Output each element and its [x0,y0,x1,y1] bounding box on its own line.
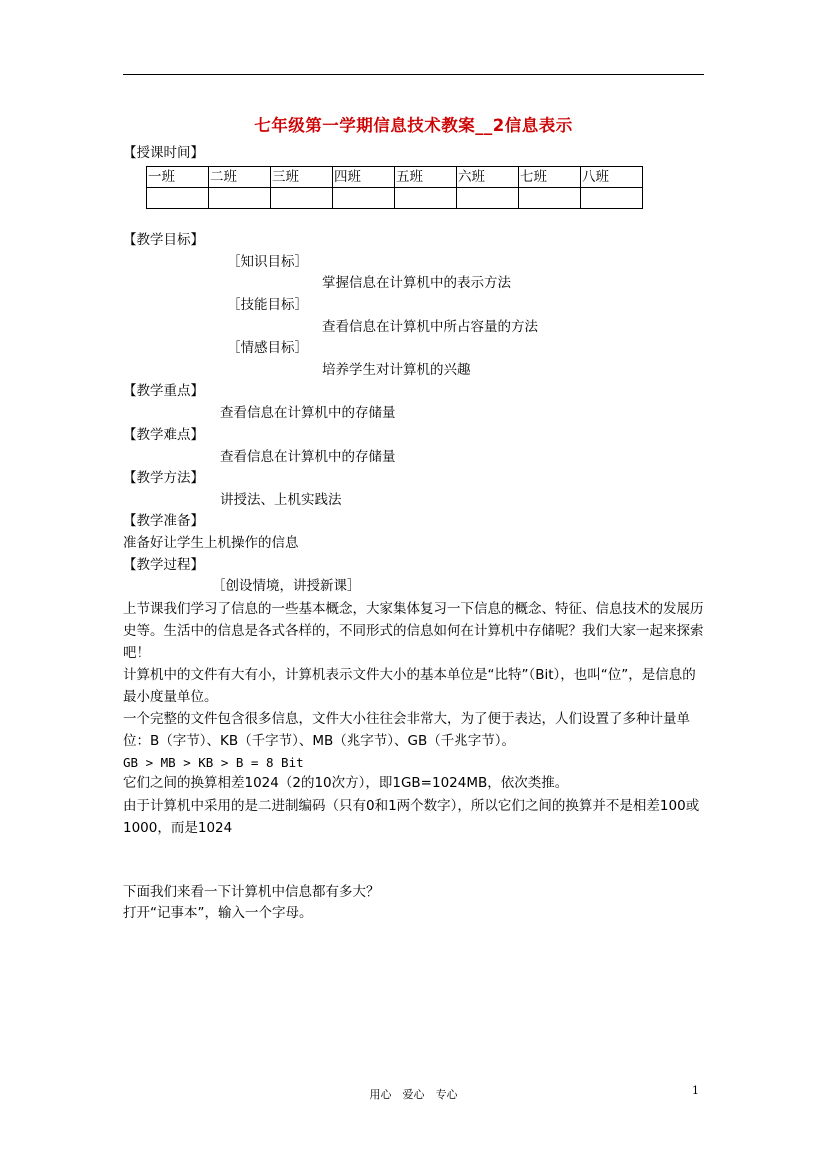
method-heading: 【教学方法】 [123,470,204,486]
unit-order-line: GB > MB > KB > B = 8 Bit [123,755,304,770]
schedule-value-row [147,188,643,209]
emotion-goal-text: 培养学生对计算机的兴趣 [322,362,471,378]
class-1-time [147,188,209,209]
class-1-header: 一班 [147,167,209,188]
key-point-heading: 【教学重点】 [123,383,204,399]
class-5-time [395,188,457,209]
process-heading: 【教学过程】 [123,557,204,573]
class-2-header: 二班 [209,167,271,188]
class-4-header: 四班 [333,167,395,188]
class-6-time [457,188,519,209]
page-number: 1 [692,1084,699,1097]
class-6-header: 六班 [457,167,519,188]
goals-heading: 【教学目标】 [123,232,204,248]
document-title: 七年级第一学期信息技术教案__2信息表示 [254,116,573,135]
class-2-time [209,188,271,209]
paragraph-notepad: 打开“记事本”，输入一个字母。 [123,905,313,921]
header-rule [123,74,704,75]
paragraph-binary: 由于计算机中采用的是二进制编码（只有0和1两个数字），所以它们之间的换算并不是相差100或1000，而是1024 [123,798,700,836]
page-footer: 用心 爱心 专心 [369,1088,458,1101]
skill-goal-text: 查看信息在计算机中所占容量的方法 [322,319,538,335]
knowledge-goal-text: 掌握信息在计算机中的表示方法 [322,275,511,291]
difficulty-text: 查看信息在计算机中的存储量 [220,449,396,465]
class-7-time [519,188,581,209]
time-heading: 【授课时间】 [123,145,204,161]
paragraph-conversion: 它们之间的换算相差1024（2的10次方），即1GB=1024MB，依次类推。 [123,775,569,791]
process-subheading: ［创设情境，讲授新课］ [212,578,361,594]
difficulty-heading: 【教学难点】 [123,427,204,443]
skill-goal-label: ［技能目标］ [227,297,308,313]
class-7-header: 七班 [519,167,581,188]
class-5-header: 五班 [395,167,457,188]
class-8-header: 八班 [581,167,643,188]
preparation-text: 准备好让学生上机操作的信息 [123,535,299,551]
paragraph-review: 上节课我们学习了信息的一些基本概念，大家集体复习一下信息的概念、特征、信息技术的发展历史等。生活中的信息是各式各样的，不同形式的信息如何在计算机中存储呢？我们大家一起来探索吧！ [123,601,704,661]
paragraph-units: 一个完整的文件包含很多信息，文件大小往往会非常大，为了便于表达，人们设置了多种计量单位：B（字节）、KB（千字节）、MB（兆字节）、GB（千兆字节）。 [123,711,690,749]
schedule-header-row [147,167,643,188]
method-text: 讲授法、上机实践法 [220,492,342,508]
schedule-table [146,166,643,209]
paragraph-question: 下面我们来看一下计算机中信息都有多大？ [123,884,380,900]
class-8-time [581,188,643,209]
class-3-time [271,188,333,209]
paragraph-bit: 计算机中的文件有大有小，计算机表示文件大小的基本单位是“比特”（Bit），也叫“位”，是信息的最小度量单位。 [123,667,696,705]
key-point-text: 查看信息在计算机中的存储量 [220,405,396,421]
preparation-heading: 【教学准备】 [123,513,204,529]
class-4-time [333,188,395,209]
emotion-goal-label: ［情感目标］ [227,340,308,356]
class-3-header: 三班 [271,167,333,188]
knowledge-goal-label: ［知识目标］ [227,254,308,270]
